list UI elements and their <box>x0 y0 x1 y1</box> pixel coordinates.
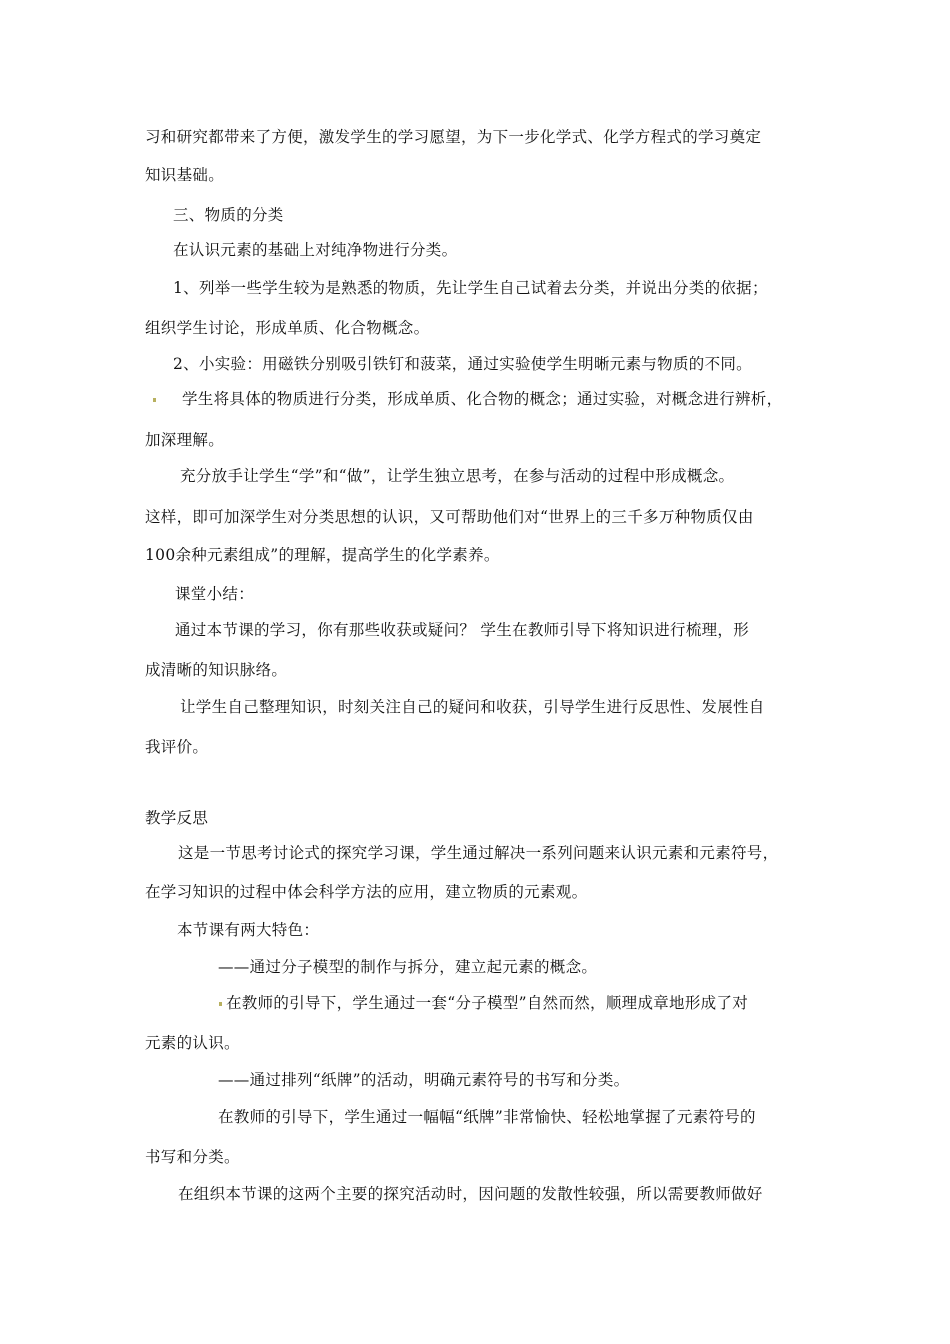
section-heading: 教学反思 <box>145 809 209 827</box>
list-item: 2、小实验：用磁铁分别吸引铁钉和菠菜，通过实验使学生明晰元素与物质的不同。 <box>173 355 752 373</box>
paragraph-line: 让学生自己整理知识，时刻关注自己的疑问和收获，引导学生进行反思性、发展性自 <box>180 698 765 716</box>
paragraph-line: 通过本节课的学习，你有那些收获或疑问？ 学生在教师引导下将知识进行梳理，形 <box>175 621 750 639</box>
paragraph-line: 在组织本节课的这两个主要的探究活动时，因问题的发散性较强，所以需要教师做好 <box>178 1185 763 1203</box>
paragraph-line: 在学习知识的过程中体会科学方法的应用，建立物质的元素观。 <box>145 883 588 901</box>
feature-item: ——通过排列“纸牌”的活动，明确元素符号的书写和分类。 <box>218 1071 630 1089</box>
paragraph-line: 在教师的引导下，学生通过一套“分子模型”自然而然，顺理成章地形成了对 <box>226 994 749 1012</box>
paragraph-line: 我评价。 <box>145 738 209 756</box>
paragraph-line: 知识基础。 <box>145 166 225 184</box>
stray-mark <box>153 398 156 402</box>
paragraph-line: 学生将具体的物质进行分类，形成单质、化合物的概念；通过实验，对概念进行辨析， <box>182 390 783 408</box>
stray-mark <box>219 1002 222 1006</box>
paragraph-line: 充分放手让学生“学”和“做”，让学生独立思考，在参与活动的过程中形成概念。 <box>180 467 735 485</box>
paragraph-line: 在认识元素的基础上对纯净物进行分类。 <box>173 241 458 259</box>
paragraph-line: 100余种元素组成”的理解，提高学生的化学素养。 <box>145 546 500 564</box>
subheading: 课堂小结： <box>175 585 255 603</box>
section-heading: 三、物质的分类 <box>173 206 284 224</box>
paragraph-line: 习和研究都带来了方便，激发学生的学习愿望，为下一步化学式、化学方程式的学习奠定 <box>145 128 762 146</box>
paragraph-line: 成清晰的知识脉络。 <box>145 661 288 679</box>
list-item: 1、列举一些学生较为是熟悉的物质，先让学生自己试着去分类，并说出分类的依据； <box>173 279 768 297</box>
paragraph-line: 书写和分类。 <box>145 1148 240 1166</box>
paragraph-line: 这样，即可加深学生对分类思想的认识，又可帮助他们对“世界上的三千多万种物质仅由 <box>145 508 754 526</box>
paragraph-line: 在教师的引导下，学生通过一幅幅“纸牌”非常愉快、轻松地掌握了元素符号的 <box>218 1108 756 1126</box>
paragraph-line: 组织学生讨论，形成单质、化合物概念。 <box>145 319 430 337</box>
subheading: 本节课有两大特色： <box>177 921 320 939</box>
paragraph-line: 元素的认识。 <box>145 1034 240 1052</box>
paragraph-line: 这是一节思考讨论式的探究学习课，学生通过解决一系列问题来认识元素和元素符号， <box>178 844 779 862</box>
paragraph-line: 加深理解。 <box>145 431 225 449</box>
feature-item: ——通过分子模型的制作与拆分，建立起元素的概念。 <box>218 958 598 976</box>
